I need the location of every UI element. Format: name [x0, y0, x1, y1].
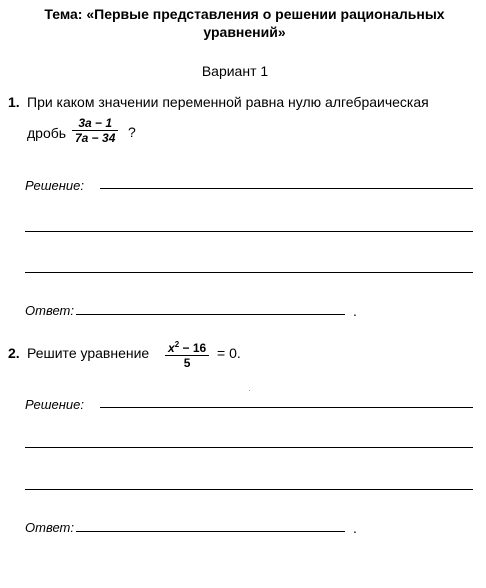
task-2-answer-label: Ответ:	[25, 520, 74, 535]
task-1-fraction	[72, 117, 118, 145]
variant-heading: Вариант 1	[201, 63, 269, 79]
task-2-text: Решите уравнение	[27, 345, 150, 361]
task-1-fraction-denominator: 7a − 34	[75, 131, 116, 145]
task-2-fraction-denominator: 5	[183, 356, 191, 370]
task-1-number: 1.	[8, 94, 20, 110]
scan-speck	[249, 390, 250, 391]
task-1-text-continued: дробь	[27, 125, 67, 141]
task-2-solution-line-1[interactable]	[100, 407, 473, 408]
task-1-solution-line-1[interactable]	[100, 188, 473, 189]
task-1-answer-period: .	[353, 303, 357, 319]
task-1-solution-line-3[interactable]	[25, 272, 473, 273]
task-1-answer-label: Ответ:	[25, 303, 74, 318]
task-2-solution-line-3[interactable]	[25, 489, 473, 490]
task-2-numerator-variable: x	[168, 341, 175, 355]
task-2-answer-period: .	[353, 520, 357, 536]
task-2-fraction-numerator	[165, 338, 209, 355]
task-2-number: 2.	[8, 345, 20, 361]
task-2-solution-label: Решение:	[25, 397, 85, 412]
task-1-answer-line[interactable]	[76, 314, 345, 315]
task-2-numerator-power: 2	[174, 340, 180, 349]
worksheet-title: Тема: «Первые представления о решении рациональных уравнений»	[44, 6, 445, 40]
task-2-equation-end: = 0.	[217, 345, 241, 361]
task-2-fraction	[165, 338, 209, 370]
task-1-text: При каком значении переменной равна нулю алгебраическая	[27, 94, 429, 110]
task-2-answer-line[interactable]	[76, 531, 345, 532]
task-2-numerator-rest: − 16	[179, 341, 207, 355]
task-1-fraction-numerator: 3a − 1	[78, 116, 113, 130]
task-1-question-mark: ?	[128, 124, 136, 140]
task-1-solution-line-2[interactable]	[25, 231, 473, 232]
task-1-solution-label: Решение:	[25, 178, 85, 193]
task-2-solution-line-2[interactable]	[25, 447, 473, 448]
